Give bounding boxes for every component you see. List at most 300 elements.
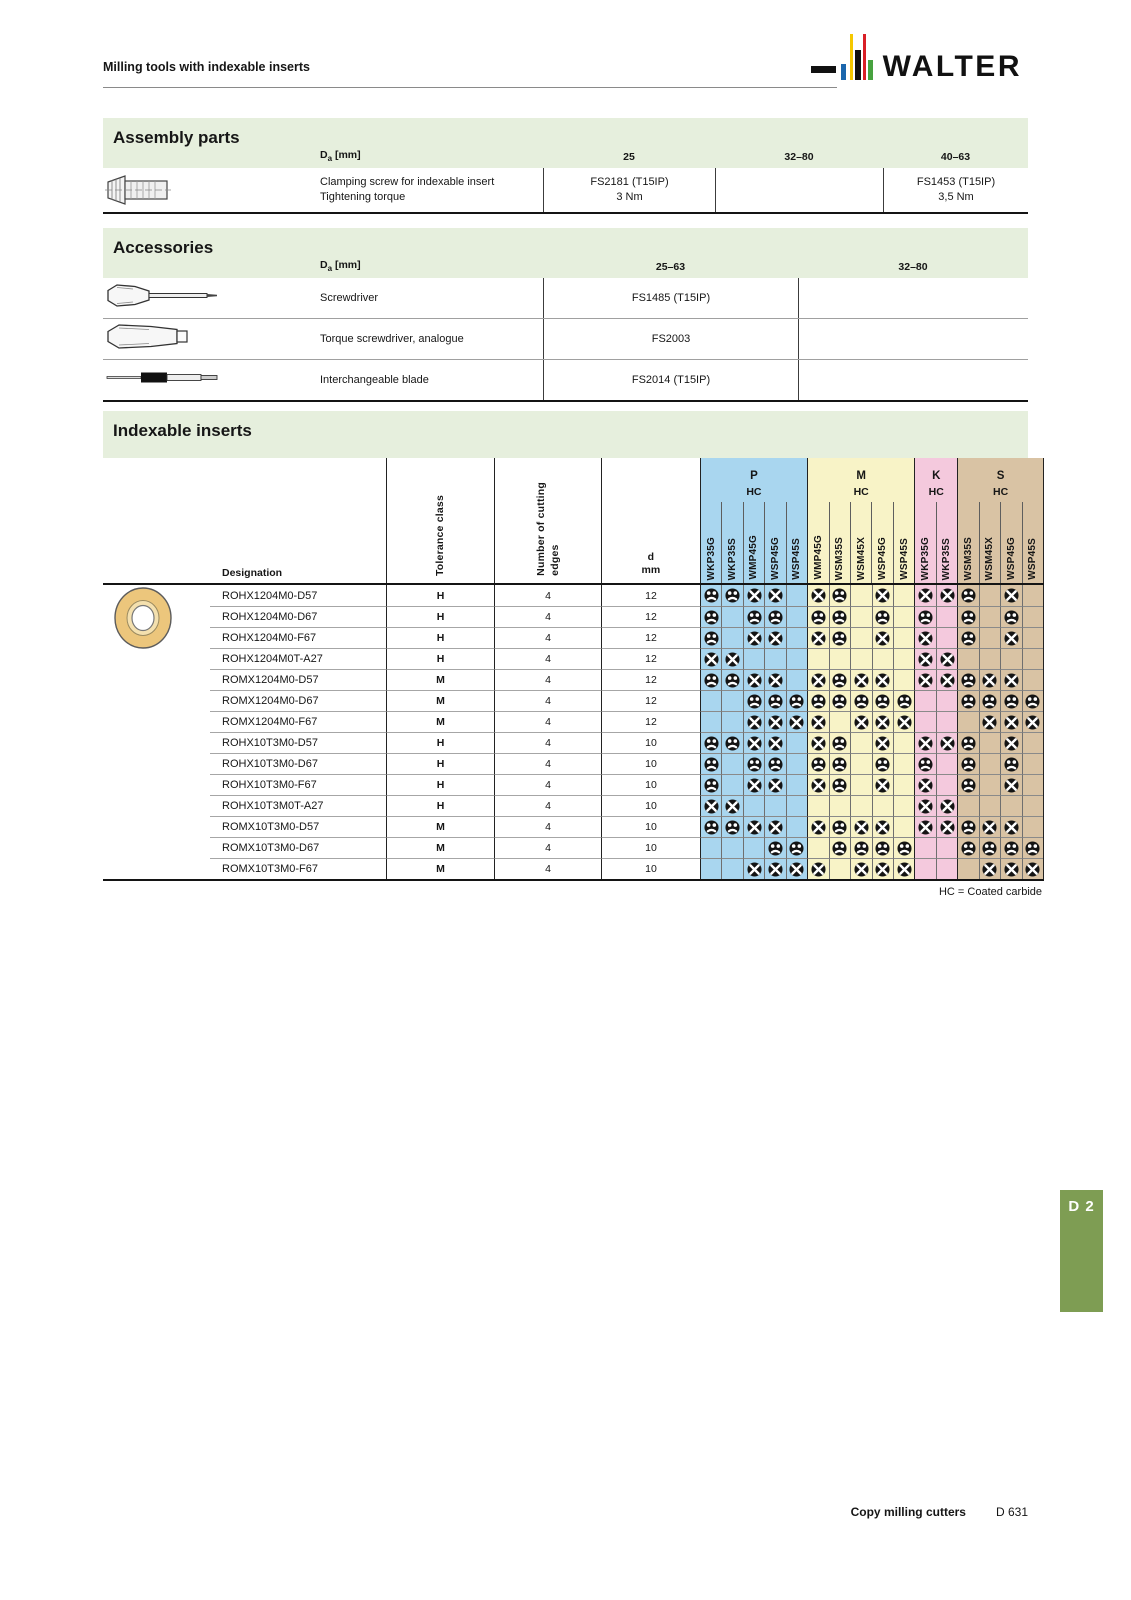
face-marker-icon (832, 736, 847, 751)
face-marker-cell (807, 606, 828, 627)
header-divider (103, 87, 837, 88)
face-marker-icon (704, 610, 719, 625)
cross-marker-icon (768, 736, 783, 751)
face-marker-icon (875, 757, 890, 772)
cross-marker-cell (872, 732, 893, 753)
grade-label: WSM35S (962, 536, 974, 580)
face-marker-cell (786, 837, 807, 858)
designation-cell: ROHX10T3M0-D57 (210, 732, 386, 753)
designation-cell: ROMX1204M0-D67 (210, 690, 386, 711)
grade-strip (700, 648, 1044, 669)
empty-grade-cell (893, 627, 914, 648)
designation-cell: ROMX1204M0-D57 (210, 669, 386, 690)
cross-marker-icon (875, 588, 890, 603)
empty-grade-cell (721, 711, 742, 732)
cross-marker-icon (811, 736, 826, 751)
empty-grade-cell (1022, 648, 1043, 669)
cross-marker-cell (979, 816, 1000, 837)
face-marker-cell (914, 606, 935, 627)
empty-grade-cell (700, 711, 721, 732)
cross-marker-cell (914, 732, 935, 753)
cross-marker-cell (872, 711, 893, 732)
assembly-description-cell (103, 168, 543, 212)
face-marker-cell (829, 606, 850, 627)
assembly-col-25: 25 (623, 151, 635, 163)
empty-grade-cell (764, 648, 785, 669)
assembly-da-cell (103, 148, 543, 163)
cross-marker-icon (1004, 778, 1019, 793)
diameter-cell: 10 (601, 795, 700, 816)
clamping-screw-icon (105, 172, 173, 213)
designation-cell: ROMX10T3M0-D67 (210, 837, 386, 858)
cross-marker-cell (807, 669, 828, 690)
cross-marker-cell (1000, 858, 1021, 879)
face-marker-icon (961, 588, 976, 603)
empty-grade-cell (1000, 648, 1021, 669)
cross-marker-icon (854, 715, 869, 730)
diameter-cell: 12 (601, 606, 700, 627)
grade-column-header (764, 502, 785, 583)
face-marker-icon (897, 694, 912, 709)
cross-marker-cell (936, 669, 957, 690)
cross-marker-cell (850, 816, 871, 837)
empty-grade-cell (979, 606, 1000, 627)
cross-marker-cell (807, 627, 828, 648)
interchangeable-blade-icon (105, 371, 223, 390)
assembly-col-32-80: 32–80 (784, 151, 814, 163)
cross-marker-icon (747, 820, 762, 835)
cross-marker-cell (807, 732, 828, 753)
empty-grade-cell (850, 732, 871, 753)
face-marker-cell (700, 816, 721, 837)
accessory-label: Torque screwdriver, analogue (320, 333, 464, 345)
edges-cell: 4 (494, 753, 601, 774)
grade-column-header (743, 502, 764, 583)
inserts-rows (103, 585, 1044, 879)
cross-marker-cell (872, 774, 893, 795)
insert-row (103, 627, 1044, 648)
cross-marker-icon (982, 820, 997, 835)
grade-label: WKP35G (920, 536, 932, 580)
face-marker-cell (957, 669, 978, 690)
logo-bar-green-icon (868, 60, 873, 80)
cross-marker-cell (743, 774, 764, 795)
accessory-value (798, 319, 1028, 359)
cross-marker-icon (747, 673, 762, 688)
face-marker-cell (829, 690, 850, 711)
indexable-inserts-section-header (103, 411, 1028, 458)
empty-grade-cell (957, 648, 978, 669)
cross-marker-cell (1000, 816, 1021, 837)
accessory-value: FS2003 (543, 319, 798, 359)
face-marker-icon (854, 694, 869, 709)
grade-label: WSM45X (855, 536, 867, 580)
cross-marker-icon (897, 862, 912, 877)
face-marker-icon (811, 610, 826, 625)
cross-marker-cell (764, 858, 785, 879)
grade-column-header (936, 502, 957, 583)
order-code: FS1453 (T15IP) (916, 176, 996, 188)
face-marker-icon (961, 631, 976, 646)
diameter-cell: 12 (601, 627, 700, 648)
empty-grade-cell (721, 774, 742, 795)
assembly-value-40-63 (883, 168, 1028, 212)
edges-cell: 4 (494, 732, 601, 753)
empty-grade-cell (957, 858, 978, 879)
grade-label: WSP45G (877, 537, 889, 580)
cross-marker-cell (1000, 627, 1021, 648)
empty-grade-cell (936, 753, 957, 774)
face-marker-cell (743, 753, 764, 774)
empty-grade-cell (979, 585, 1000, 606)
grade-strip (700, 690, 1044, 711)
empty-grade-cell (872, 648, 893, 669)
grade-column-header (808, 502, 828, 583)
cross-marker-icon (875, 673, 890, 688)
face-marker-cell (957, 627, 978, 648)
face-marker-icon (725, 673, 740, 688)
face-marker-icon (832, 631, 847, 646)
cross-marker-icon (811, 862, 826, 877)
empty-grade-cell (914, 711, 935, 732)
cross-marker-cell (786, 858, 807, 879)
grade-label: WKP35S (726, 537, 738, 580)
cross-marker-cell (936, 648, 957, 669)
grade-label: WKP35G (705, 536, 717, 580)
logo-bar-blue-icon (841, 64, 846, 80)
face-marker-cell (957, 816, 978, 837)
d-label: d (647, 551, 655, 563)
empty-grade-cell (957, 711, 978, 732)
grade-strip (700, 816, 1044, 837)
edges-header-cell (494, 458, 601, 583)
cross-marker-cell (807, 711, 828, 732)
cross-marker-icon (918, 631, 933, 646)
empty-grade-cell (893, 753, 914, 774)
empty-grade-cell (1022, 732, 1043, 753)
edges-cell: 4 (494, 858, 601, 879)
cross-marker-icon (811, 715, 826, 730)
face-marker-cell (764, 690, 785, 711)
cross-marker-icon (875, 820, 890, 835)
face-marker-cell (721, 585, 742, 606)
cross-marker-cell (893, 858, 914, 879)
side-tab: D 2 (1060, 1190, 1103, 1312)
insert-icon-band (103, 795, 210, 816)
empty-grade-cell (893, 774, 914, 795)
assembly-value-32-80 (715, 168, 883, 212)
face-marker-icon (832, 610, 847, 625)
grade-label: WSP45S (791, 538, 803, 580)
grade-column-header (786, 502, 807, 583)
tolerance-cell: H (386, 648, 494, 669)
cross-marker-cell (786, 711, 807, 732)
grade-strip (700, 627, 1044, 648)
diameter-label: $D_a$ [mm] (320, 148, 361, 163)
cross-marker-icon (982, 862, 997, 877)
empty-grade-cell (893, 795, 914, 816)
grade-strip (700, 795, 1044, 816)
empty-grade-cell (979, 774, 1000, 795)
cross-marker-cell (807, 816, 828, 837)
insert-icon-band (103, 753, 210, 774)
empty-grade-cell (850, 606, 871, 627)
cross-marker-icon (811, 778, 826, 793)
empty-grade-cell (786, 627, 807, 648)
accessories-columns-header (103, 258, 1028, 273)
group-letter: P (750, 470, 758, 482)
diameter-cell: 10 (601, 732, 700, 753)
accessories-title: Accessories (113, 238, 214, 257)
insert-row (103, 753, 1044, 774)
accessory-description-cell (103, 360, 543, 400)
logo-dash-icon (811, 66, 836, 73)
cross-marker-icon (789, 862, 804, 877)
grade-strip (700, 585, 1044, 606)
empty-grade-cell (786, 816, 807, 837)
face-marker-icon (747, 694, 762, 709)
accessory-label: Interchangeable blade (320, 374, 429, 386)
cross-marker-cell (914, 774, 935, 795)
empty-grade-cell (764, 795, 785, 816)
face-marker-icon (789, 694, 804, 709)
grade-label: WSP45G (1005, 537, 1017, 580)
cross-marker-icon (704, 652, 719, 667)
face-marker-cell (1000, 690, 1021, 711)
grade-strip (700, 732, 1044, 753)
accessories-col-25-63: 25–63 (655, 261, 686, 273)
face-marker-icon (704, 778, 719, 793)
empty-grade-cell (786, 669, 807, 690)
cross-marker-icon (940, 588, 955, 603)
face-marker-icon (747, 757, 762, 772)
cross-marker-cell (1000, 732, 1021, 753)
designation-cell: ROHX10T3M0-D67 (210, 753, 386, 774)
face-marker-cell (1000, 753, 1021, 774)
empty-grade-cell (1022, 753, 1043, 774)
face-marker-icon (832, 820, 847, 835)
empty-grade-cell (893, 606, 914, 627)
empty-grade-cell (914, 690, 935, 711)
accessory-description-cell (103, 278, 543, 318)
logo-bar-yellow-icon (850, 34, 853, 80)
accessory-value: FS1485 (T15IP) (543, 278, 798, 318)
cross-marker-icon (918, 799, 933, 814)
grade-labels (958, 502, 1043, 583)
face-marker-cell (721, 669, 742, 690)
insert-row (103, 669, 1044, 690)
assembly-value-25 (543, 168, 715, 212)
tolerance-label: Tolerance class (434, 494, 447, 576)
accessory-row (103, 359, 1028, 400)
cross-marker-cell (872, 627, 893, 648)
group-letter: M (856, 470, 866, 482)
cross-marker-icon (940, 736, 955, 751)
face-marker-cell (700, 627, 721, 648)
page-footer (851, 1505, 1028, 1519)
logo-bar-red-icon (863, 34, 866, 80)
empty-grade-cell (721, 837, 742, 858)
empty-grade-cell (936, 837, 957, 858)
edges-cell: 4 (494, 606, 601, 627)
tolerance-cell: H (386, 585, 494, 606)
empty-grade-cell (979, 753, 1000, 774)
cross-marker-cell (936, 585, 957, 606)
face-marker-cell (764, 753, 785, 774)
cross-marker-cell (764, 669, 785, 690)
empty-grade-cell (700, 690, 721, 711)
cross-marker-cell (936, 816, 957, 837)
cross-marker-cell (914, 669, 935, 690)
accessory-description-cell (103, 319, 543, 359)
tolerance-cell: M (386, 711, 494, 732)
empty-grade-cell (936, 690, 957, 711)
face-marker-cell (721, 732, 742, 753)
tolerance-header-cell (386, 458, 494, 583)
empty-grade-cell (893, 669, 914, 690)
page-title: Milling tools with indexable inserts (103, 60, 310, 74)
edges-cell: 4 (494, 774, 601, 795)
empty-grade-cell (1022, 585, 1043, 606)
empty-grade-cell (1022, 774, 1043, 795)
accessory-value (798, 278, 1028, 318)
cross-marker-cell (1000, 774, 1021, 795)
cross-marker-cell (893, 711, 914, 732)
face-marker-cell (893, 690, 914, 711)
empty-grade-cell (936, 858, 957, 879)
grade-label: WSP45G (769, 537, 781, 580)
edges-cell: 4 (494, 648, 601, 669)
cross-marker-icon (768, 862, 783, 877)
face-marker-cell (979, 837, 1000, 858)
face-marker-icon (832, 673, 847, 688)
empty-grade-cell (850, 648, 871, 669)
round-insert-icon (107, 586, 179, 655)
face-marker-cell (872, 753, 893, 774)
cross-marker-icon (811, 673, 826, 688)
order-code: FS2181 (T15IP) (590, 176, 669, 188)
cross-marker-icon (747, 778, 762, 793)
empty-grade-cell (957, 795, 978, 816)
grade-label: WSM45X (984, 536, 996, 580)
face-marker-icon (961, 736, 976, 751)
edges-cell: 4 (494, 837, 601, 858)
accessories-col-32-80: 32–80 (898, 261, 928, 273)
cross-marker-icon (747, 862, 762, 877)
empty-grade-cell (786, 648, 807, 669)
grade-label: WSM35S (834, 536, 846, 580)
empty-grade-cell (1022, 795, 1043, 816)
empty-grade-cell (1022, 627, 1043, 648)
insert-icon-band (103, 669, 210, 690)
insert-icon-band (103, 858, 210, 879)
face-marker-icon (704, 736, 719, 751)
cross-marker-icon (768, 820, 783, 835)
cross-marker-icon (875, 715, 890, 730)
inserts-table (103, 458, 1044, 881)
edges-cell: 4 (494, 585, 601, 606)
grade-strip (700, 837, 1044, 858)
cross-marker-icon (918, 778, 933, 793)
d-unit-label: mm (641, 564, 661, 576)
cross-marker-icon (854, 820, 869, 835)
cross-marker-cell (700, 648, 721, 669)
face-marker-cell (700, 774, 721, 795)
empty-grade-cell (829, 711, 850, 732)
cross-marker-cell (850, 858, 871, 879)
grade-column-header (871, 502, 892, 583)
grade-column-header (701, 502, 721, 583)
diameter-cell: 10 (601, 753, 700, 774)
cross-marker-cell (764, 816, 785, 837)
group-hc-label: HC (928, 486, 944, 498)
face-marker-cell (829, 669, 850, 690)
cross-marker-cell (850, 711, 871, 732)
face-marker-cell (829, 627, 850, 648)
cross-marker-cell (743, 711, 764, 732)
cross-marker-cell (721, 795, 742, 816)
grade-group-m (807, 458, 914, 583)
grade-column-header (1022, 502, 1043, 583)
edges-cell: 4 (494, 816, 601, 837)
diameter-cell: 12 (601, 690, 700, 711)
empty-grade-cell (850, 753, 871, 774)
cross-marker-cell (721, 648, 742, 669)
empty-grade-cell (743, 837, 764, 858)
empty-grade-cell (786, 753, 807, 774)
face-marker-icon (961, 610, 976, 625)
grade-group-k (914, 458, 957, 583)
cross-marker-icon (918, 588, 933, 603)
cross-marker-cell (1000, 711, 1021, 732)
face-marker-icon (961, 694, 976, 709)
insert-row (103, 606, 1044, 627)
face-marker-cell (743, 606, 764, 627)
edges-cell: 4 (494, 669, 601, 690)
grade-label: WSP45S (898, 538, 910, 580)
face-marker-icon (725, 820, 740, 835)
face-marker-icon (725, 588, 740, 603)
cross-marker-cell (872, 816, 893, 837)
empty-grade-cell (979, 648, 1000, 669)
cross-marker-icon (875, 778, 890, 793)
tolerance-cell: M (386, 816, 494, 837)
face-marker-cell (807, 753, 828, 774)
cross-marker-icon (918, 820, 933, 835)
face-marker-icon (875, 610, 890, 625)
cross-marker-icon (982, 673, 997, 688)
empty-grade-cell (979, 732, 1000, 753)
edges-cell: 4 (494, 795, 601, 816)
cross-marker-cell (743, 627, 764, 648)
cross-marker-icon (1004, 820, 1019, 835)
face-marker-icon (768, 694, 783, 709)
cross-marker-icon (811, 631, 826, 646)
accessories-section-header (103, 228, 1028, 278)
diameter-cell: 12 (601, 711, 700, 732)
face-marker-cell (786, 690, 807, 711)
assembly-col-40-63: 40–63 (940, 151, 971, 163)
empty-grade-cell (936, 627, 957, 648)
cross-marker-icon (768, 631, 783, 646)
cross-marker-cell (914, 648, 935, 669)
face-marker-icon (704, 820, 719, 835)
cross-marker-cell (914, 585, 935, 606)
cross-marker-icon (1025, 715, 1040, 730)
cross-marker-icon (940, 652, 955, 667)
face-marker-cell (872, 606, 893, 627)
face-marker-icon (832, 694, 847, 709)
